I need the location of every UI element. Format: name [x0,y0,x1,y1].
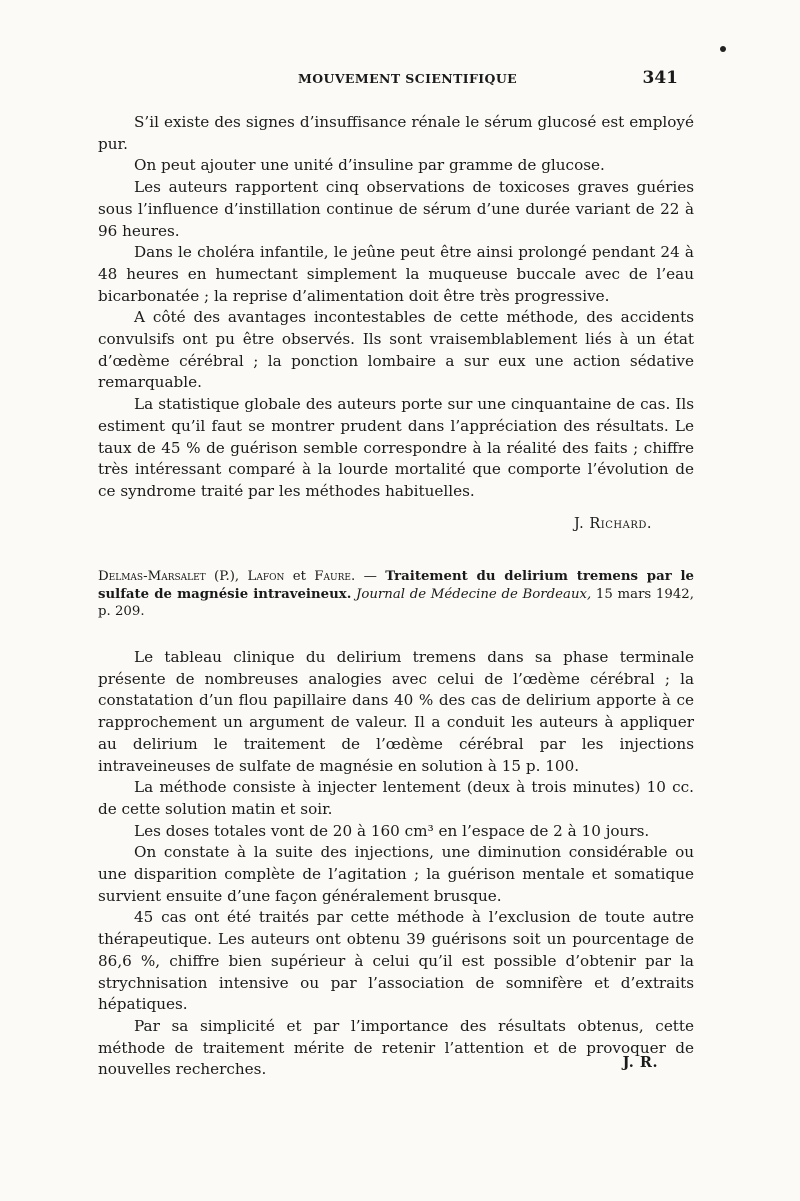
review-section-2 [98,647,694,1081]
bibliographic-reference [98,568,694,621]
journal-name: Journal de Médecine de Bordeaux, [356,586,592,602]
reference-dash: . — [350,569,386,584]
ink-dot [720,46,726,52]
signature-initials: J. R. [622,1054,658,1071]
running-head: MOUVEMENT SCIENTIFIQUE [298,71,518,86]
paragraph: Les doses totales vont de 20 à 160 cm³ en l’espace de 2 à 10 jours. [134,821,650,840]
paragraph: 45 cas ont été traités par cette méthode à l’exclusion de toute autre thérapeutique. Les auteurs ont obtenu 39 guérisons soit un pourcentage de 86,6 %, chiffre bien supérieur à celui qu’il est possible d’obtenir par la strychnisation intensive ou par l’association de somnifère et d’extraits hépatiques. [98,908,694,1014]
page-number: 341 [642,68,678,88]
author-name: Lafon [247,569,285,584]
author-name: Delmas-Marsalet [98,569,206,584]
signature-name: Richard. [589,516,652,532]
paragraph: S’il existe des signes d’insuffisance rénale le sérum glucosé est employé pur. [98,113,694,153]
paragraph: La méthode consiste à injecter lentement (deux à trois minutes) 10 cc. de cette solution matin et soir. [98,778,694,818]
author-initial: (P.), [205,569,248,584]
author-joiner: et [284,569,315,584]
author-name: Faure [314,569,351,584]
paragraph: Le tableau clinique du delirium tremens dans sa phase terminale présente de nombreuses analogies avec celui de l’œdème cérébral ; la constatation d’un flou papillaire dans 40 % des cas de delirium apporte à ce rapprochement un argument de valeur. Il a conduit les auteurs à appliquer au delirium le traitement de l’œdème cérébral par les injections intraveineuses de sulfate de magnésie en solution à 15 p. 100. [98,648,694,775]
paragraph: La statistique globale des auteurs porte sur une cinquantaine de cas. Ils estiment qu’il faut se montrer prudent dans l’appréciation des résultats. Le taux de 45 % de guérison semble correspondre à la réalité des faits ; chiffre très intéressant comparé à la lourde mortalité que comporte l’évolution de ce syndrome traité par les méthodes habituelles. [98,395,694,500]
article-title: Traitement du delirium tremens par le sulfate de magnésie intraveineux. [98,569,694,602]
signature-richard [574,516,652,532]
paragraph: Les auteurs rapportent cinq observations de toxicoses graves guéries sous l’influence d’instillation continue de sérum d’une durée variant de 22 à 96 heures. [98,178,694,240]
publication-date: 15 mars 1942, p. 209. [98,586,694,619]
review-section-1 [98,112,694,503]
signature-initial: J. [573,516,590,532]
paragraph: Dans le choléra infantile, le jeûne peut être ainsi prolongé pendant 24 à 48 heures en humectant simplement la muqueuse buccale avec de l’eau bicarbonatée ; la reprise d’alimentation doit être très progressive. [98,243,694,305]
paragraph: Par sa simplicité et par l’importance des résultats obtenus, cette méthode de traitement mérite de retenir l’attention et de provoquer de nouvelles recherches. [98,1016,694,1079]
paragraph: On constate à la suite des injections, une diminution considérable ou une disparition complète de l’agitation ; la guérison mentale et somatique survient ensuite d’une façon généralement brusque. [98,843,694,905]
paragraph: On peut ajouter une unité d’insuline par gramme de glucose. [134,156,605,175]
paragraph: A côté des avantages incontestables de cette méthode, des accidents convulsifs ont pu être observés. Ils sont vraisemblablement liés à un état d’œdème cérébral ; la ponction lombaire a sur eux une action sédative remarquable. [98,308,694,392]
